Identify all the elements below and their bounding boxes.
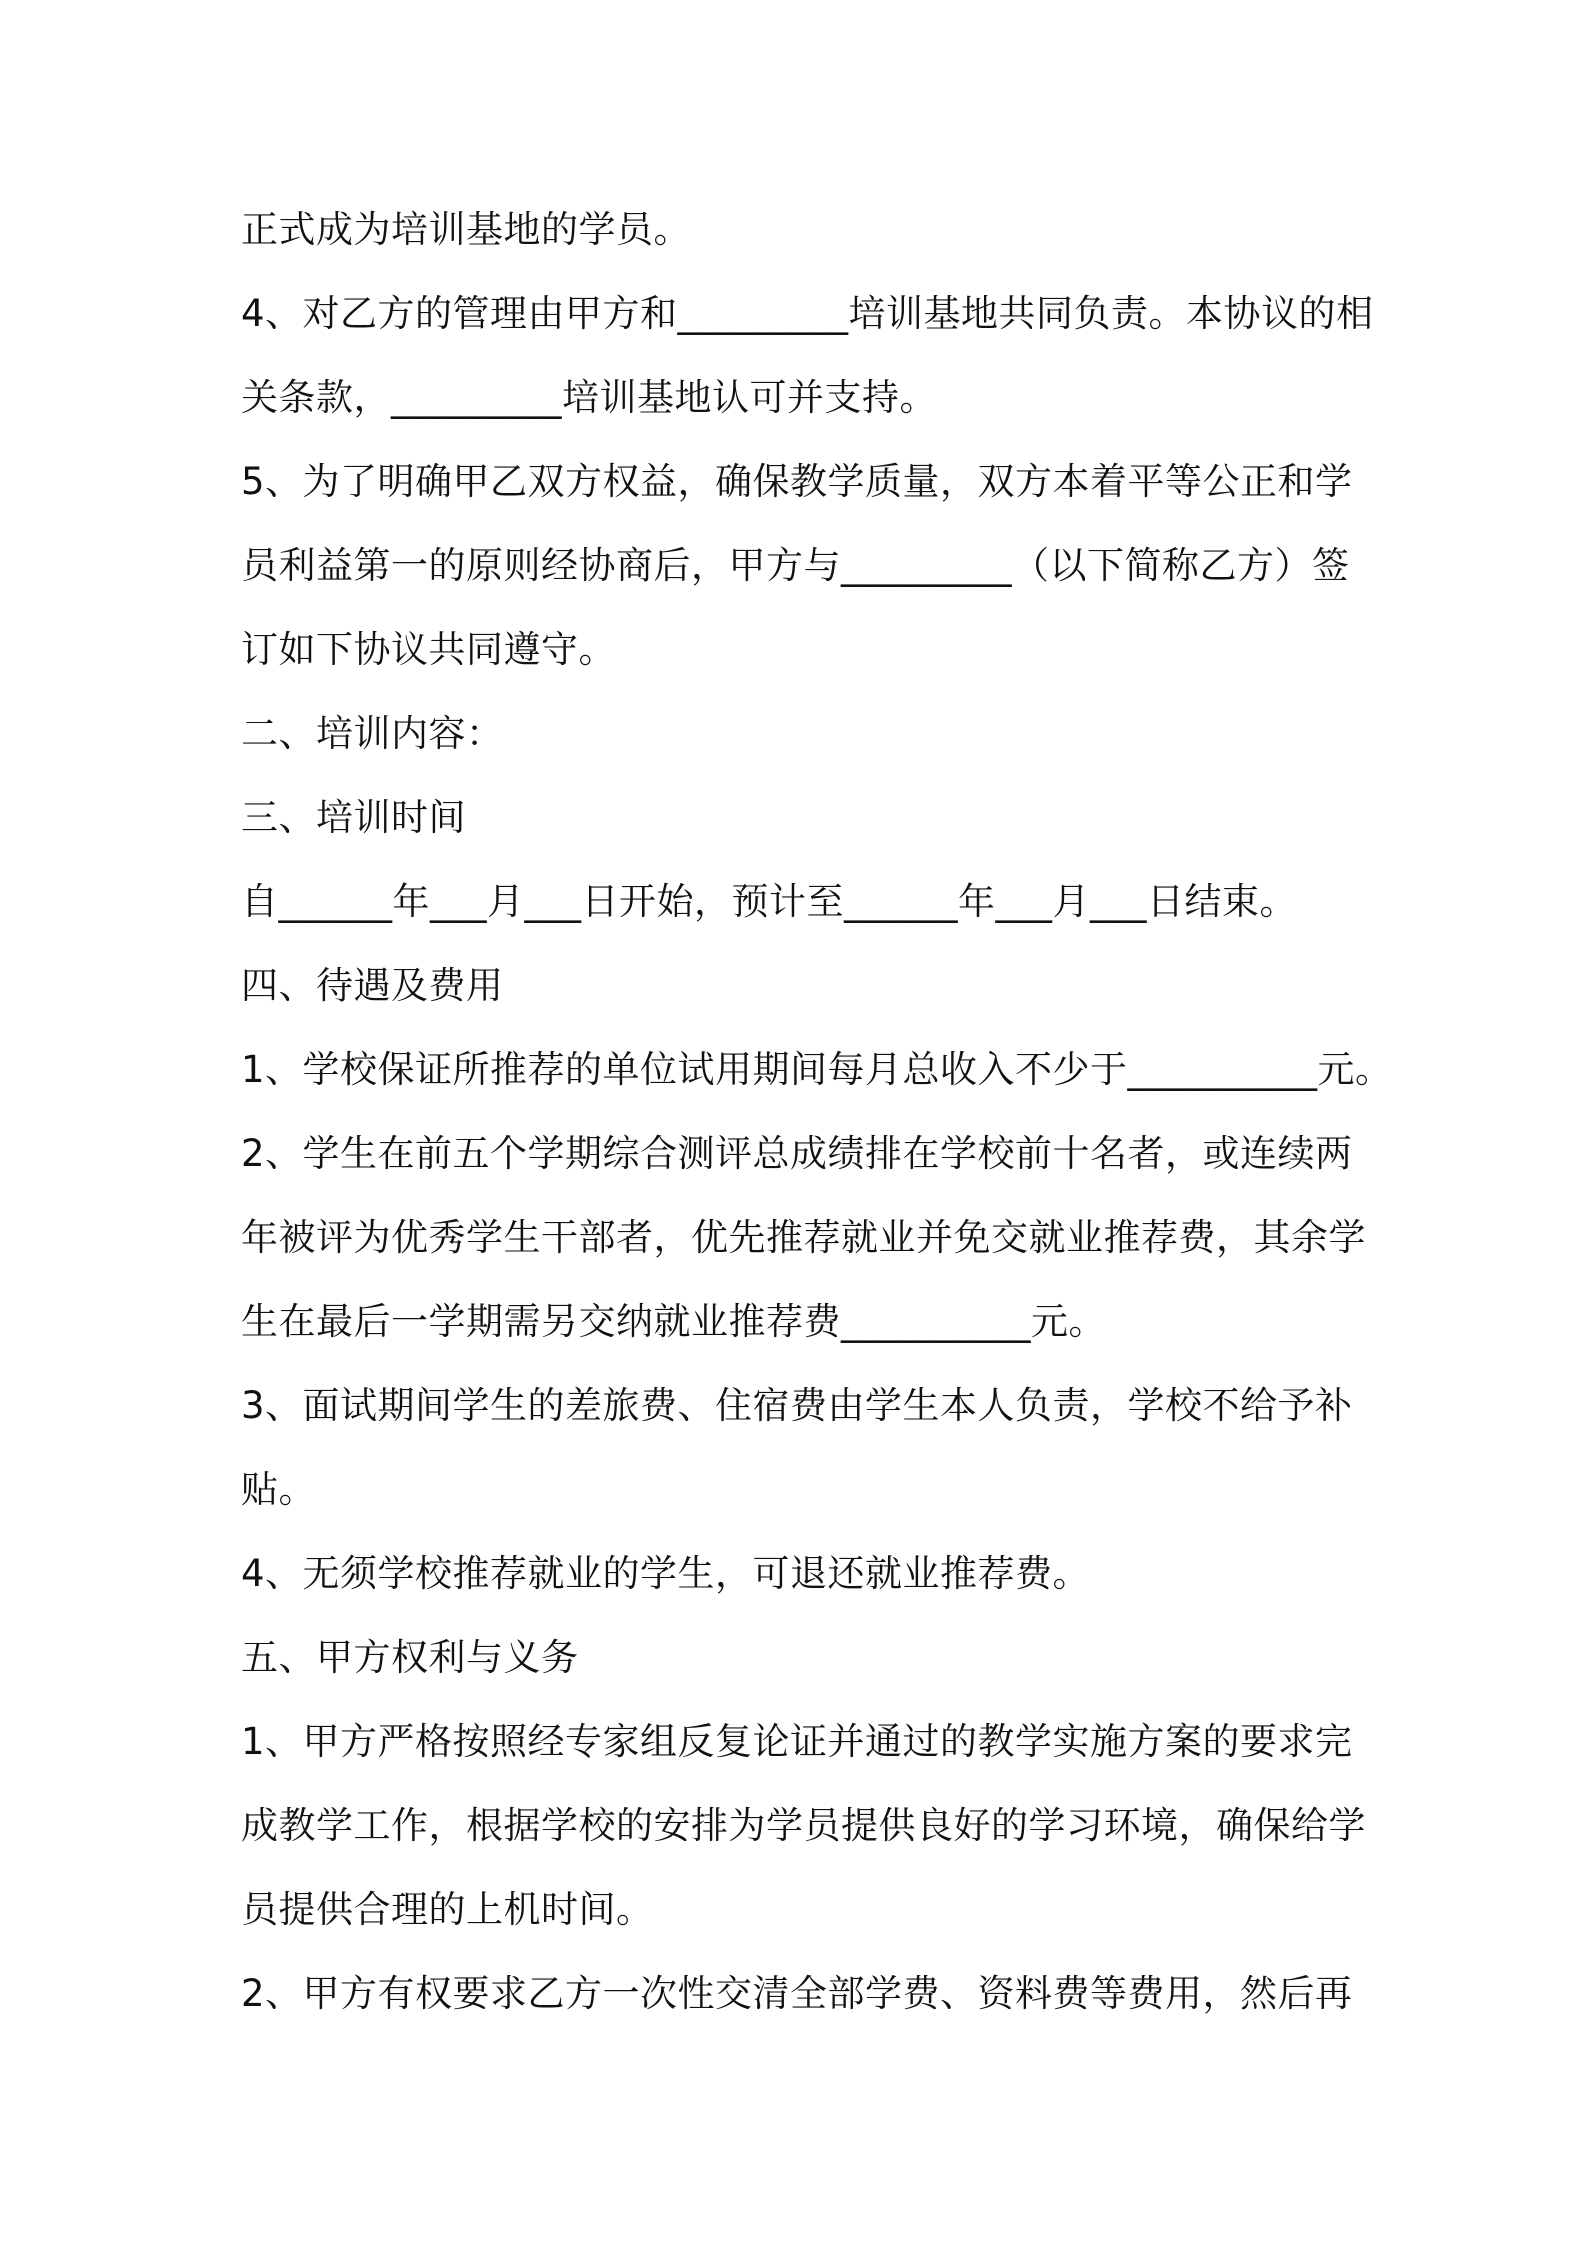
text-line: 年被评为优秀学生干部者，优先推荐就业并免交就业推荐费，其余学 [241,1216,1366,1259]
text-line: 成教学工作，根据学校的安排为学员提供良好的学习环境，确保给学 [241,1804,1366,1847]
section-heading: 五、甲方权利与义务 [241,1636,579,1679]
text-line: 2、学生在前五个学期综合测评总成绩排在学校前十名者，或连续两 [241,1132,1353,1175]
section-heading: 三、培训时间 [241,796,466,839]
section-heading: 二、培训内容： [241,712,504,755]
text-line: 员利益第一的原则经协商后，甲方与_________（以下简称乙方）签 [241,544,1350,587]
text-line: 自______年___月___日开始，预计至______年___月___日结束。 [241,880,1297,923]
text-line: 贴。 [241,1468,316,1511]
text-line: 员提供合理的上机时间。 [241,1888,654,1931]
text-line: 2、甲方有权要求乙方一次性交清全部学费、资料费等费用，然后再 [241,1972,1353,2015]
section-heading: 四、待遇及费用 [241,964,504,1007]
text-line: 4、无须学校推荐就业的学生，可退还就业推荐费。 [241,1552,1091,1595]
text-line: 生在最后一学期需另交纳就业推荐费__________元。 [241,1300,1106,1343]
text-line: 正式成为培训基地的学员。 [241,208,691,251]
text-line: 1、学校保证所推荐的单位试用期间每月总收入不少于__________元。 [241,1048,1393,1091]
text-line: 4、对乙方的管理由甲方和_________培训基地共同负责。本协议的相 [241,292,1374,335]
text-line: 5、为了明确甲乙双方权益，确保教学质量，双方本着平等公正和学 [241,460,1353,503]
text-line: 3、面试期间学生的差旅费、住宿费由学生本人负责，学校不给予补 [241,1384,1353,1427]
text-line: 1、甲方严格按照经专家组反复论证并通过的教学实施方案的要求完 [241,1720,1353,1763]
text-line: 订如下协议共同遵守。 [241,628,616,671]
text-line: 关条款，_________培训基地认可并支持。 [241,376,937,419]
